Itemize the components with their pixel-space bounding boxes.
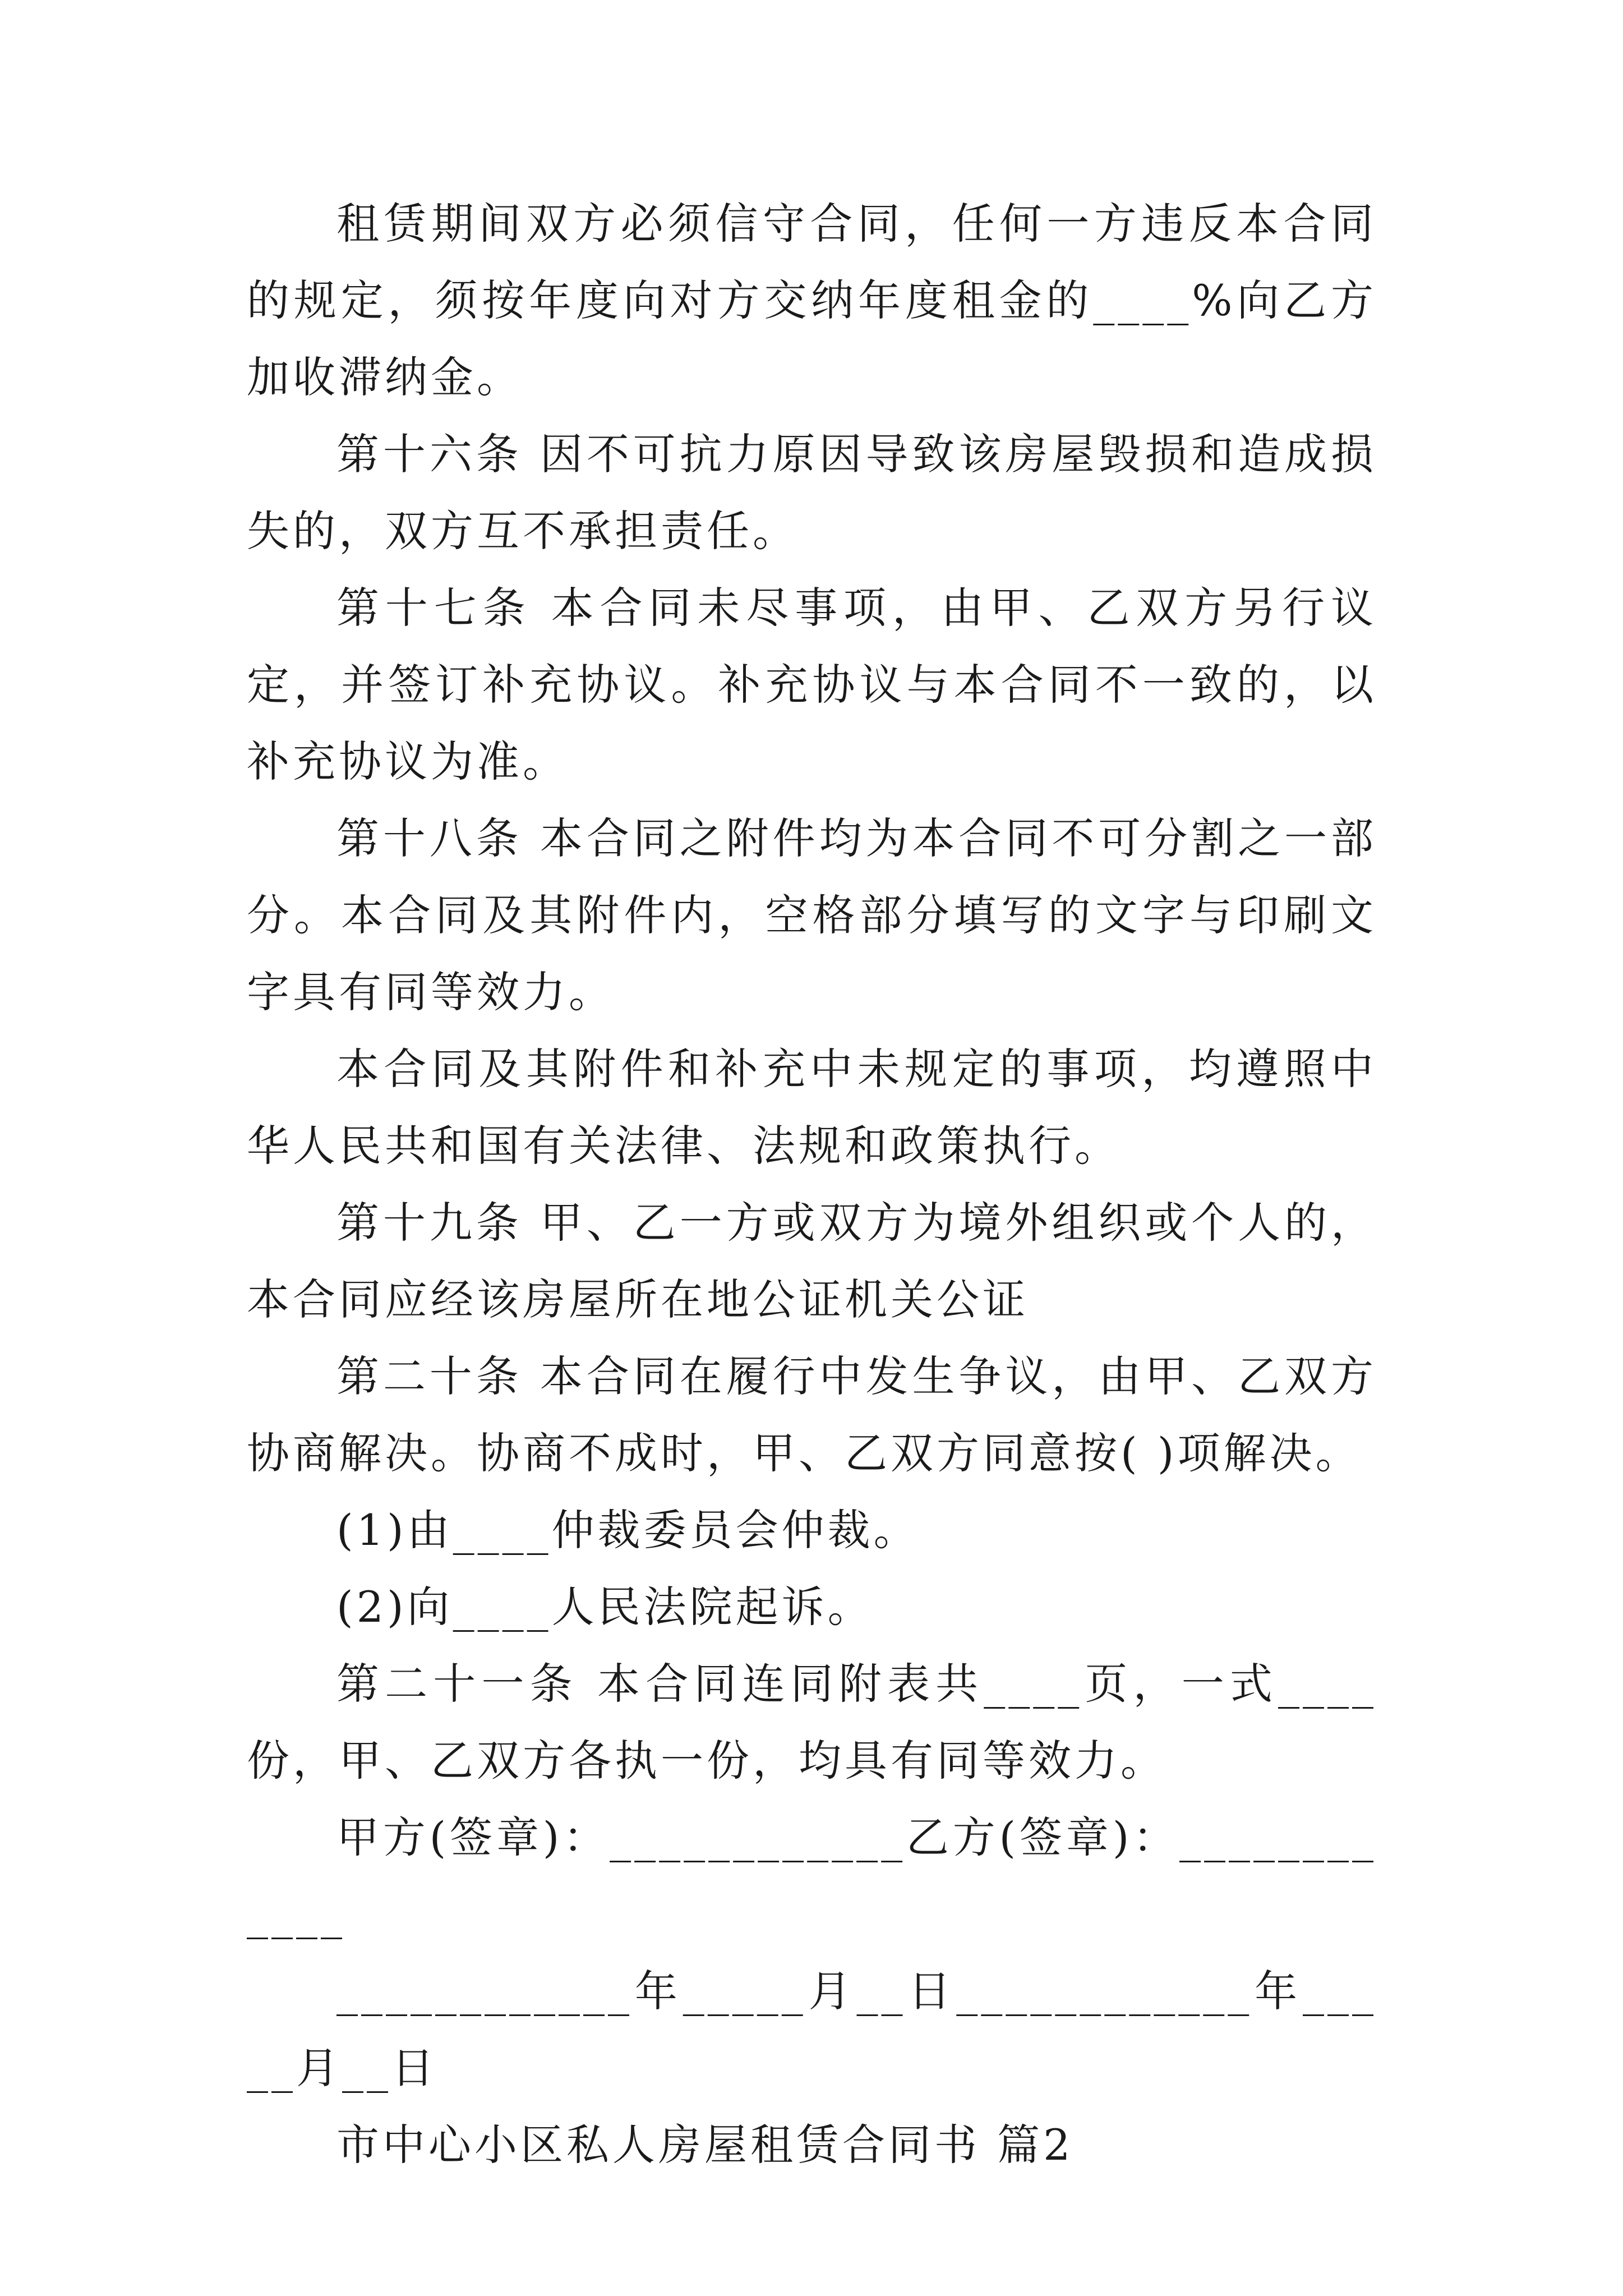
section-heading: 市中心小区私人房屋租赁合同书 篇2: [336, 2120, 1074, 2170]
paragraph-late-fee: 租赁期间双方必须信守合同，任何一方违反本合同的规定，须按年度向对方交纳年度租金的____%向乙方加收滞纳金。: [247, 199, 1377, 402]
date-line: ____________年_____月__日____________年_____月__日: [247, 1966, 1377, 2093]
paragraph-applicable-law: 本合同及其附件和补充中未规定的事项，均遵照中华人民共和国有关法律、法规和政策执行。: [247, 1044, 1377, 1171]
paragraph-article-18: 第十八条 本合同之附件均为本合同不可分割之一部分。本合同及其附件内，空格部分填写的文字与印刷文字具有同等效力。: [247, 813, 1377, 1017]
signature-line: 甲方(签章)：____________乙方(签章)：____________: [247, 1812, 1377, 1939]
paragraph-article-20: 第二十条 本合同在履行中发生争议，由甲、乙双方协商解决。协商不成时，甲、乙双方同意按( )项解决。: [247, 1351, 1377, 1478]
paragraph-option-2: (2)向____人民法院起诉。: [336, 1582, 874, 1632]
paragraph-article-19: 第十九条 甲、乙一方或双方为境外组织或个人的，本合同应经该房屋所在地公证机关公证: [247, 1198, 1377, 1324]
paragraph-option-1: (1)由____仲裁委员会仲裁。: [336, 1505, 920, 1555]
paragraph-article-17: 第十七条 本合同未尽事项，由甲、乙双方另行议定，并签订补充协议。补充协议与本合同不一致的，以补充协议为准。: [247, 583, 1377, 786]
paragraph-article-16: 第十六条 因不可抗力原因导致该房屋毁损和造成损失的，双方互不承担责任。: [247, 429, 1377, 556]
contract-text: [247, 185, 1377, 2183]
paragraph-article-21: 第二十一条 本合同连同附表共____页，一式____份，甲、乙双方各执一份，均具有同等效力。: [247, 1659, 1377, 1786]
